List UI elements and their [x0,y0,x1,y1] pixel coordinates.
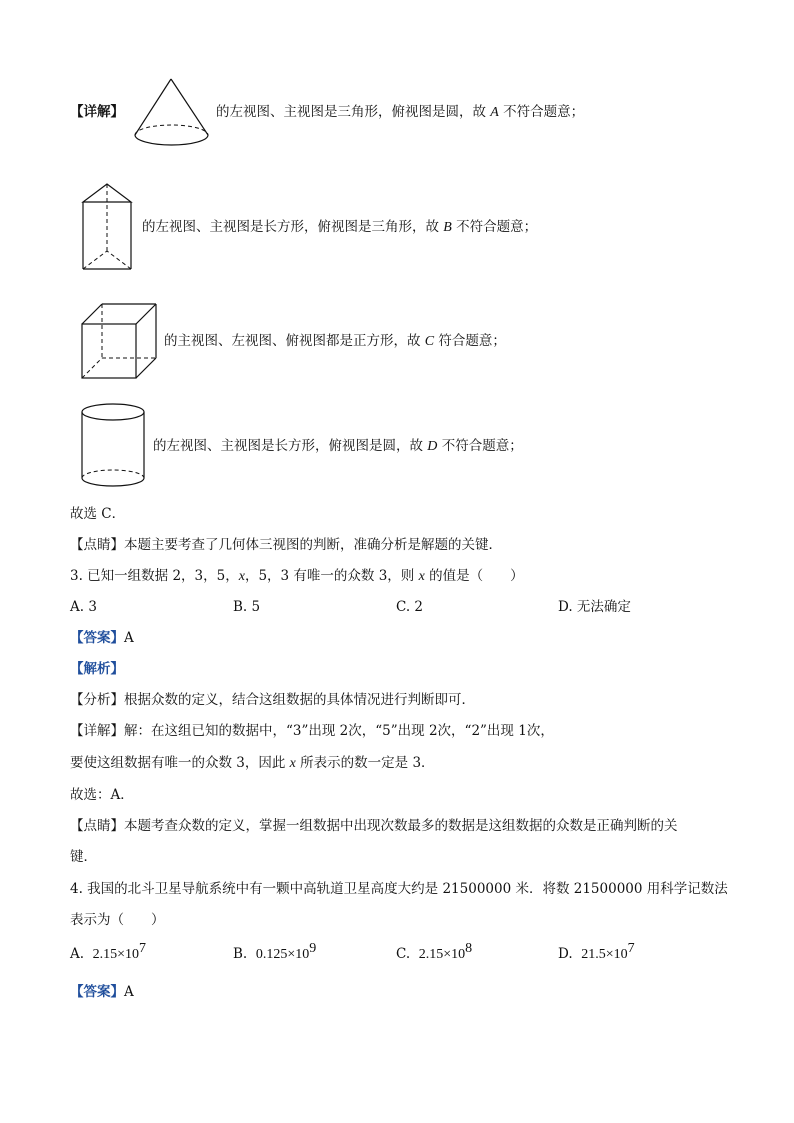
q3-choose: 故选：A． [70,787,134,803]
q4-option-d: D. $21.5\times 10^7$ [558,941,635,962]
q2-choose: 故选 C． [70,506,126,522]
q3-answer: 【答案】A [70,630,134,646]
q3-option-d: D. 无法确定 [558,599,631,615]
shape-text-1: 的左视图、主视图是长方形，俯视图是三角形，故 B 不符合题意； [142,219,538,235]
cone-figure [132,77,212,152]
shape-text-2: 的主视图、左视图、俯视图都是正方形，故 C 符合题意； [164,333,506,349]
cylinder-figure [80,402,150,490]
q3-option-a: A. 3 [70,599,97,615]
q3-option-b: B. 5 [233,599,261,615]
q3-comment-line1: 【点睛】本题考查众数的定义，掌握一组数据中出现次数最多的数据是这组数据的众数是正确判断的关 [70,818,678,834]
cube-figure [80,302,160,380]
triangular-prism-figure [80,181,140,273]
q4-option-b: B. $0.125\times 10^9$ [233,941,317,962]
q3-stem: 3. 已知一组数据 2，3，5，x，5，3 有唯一的众数 3，则 x 的值是（ ） [70,568,524,584]
q4-option-c: C. $2.15\times 10^8$ [396,941,473,962]
q3-comment-line2: 键． [70,849,97,865]
shape-text-3: 的左视图、主视图是长方形，俯视图是圆，故 D 不符合题意； [153,438,523,454]
q3-analyze: 【分析】根据众数的定义，结合这组数据的具体情况进行判断即可． [70,692,475,708]
q3-detail-line1: 【详解】解：在这组已知的数据中，“3”出现 2次，“5”出现 2次，“2”出现 1次， [70,723,554,739]
q3-detail-line2: 要使这组数据有唯一的众数 3，因此 x 所表示的数一定是 3． [70,755,435,771]
q4-option-a: A. $2.15\times 10^7$ [70,941,147,962]
q2-comment: 【点睛】本题主要考查了几何体三视图的判断，准确分析是解题的关键． [70,537,502,553]
detail-tag: 【详解】 [70,104,124,120]
q4-stem-line2: 表示为（ ） [70,912,165,928]
q3-analysis-tag: 【解析】 [70,661,124,677]
q4-stem-line1: 4. 我国的北斗卫星导航系统中有一颗中高轨道卫星高度大约是 21500000 米．将数 21500000 用科学记数法 [70,881,728,897]
shape-text-0: 的左视图、主视图是三角形，俯视图是圆，故 A 不符合题意； [216,104,585,120]
q3-option-c: C. 2 [396,599,424,615]
q4-answer: 【答案】A [70,984,134,1000]
